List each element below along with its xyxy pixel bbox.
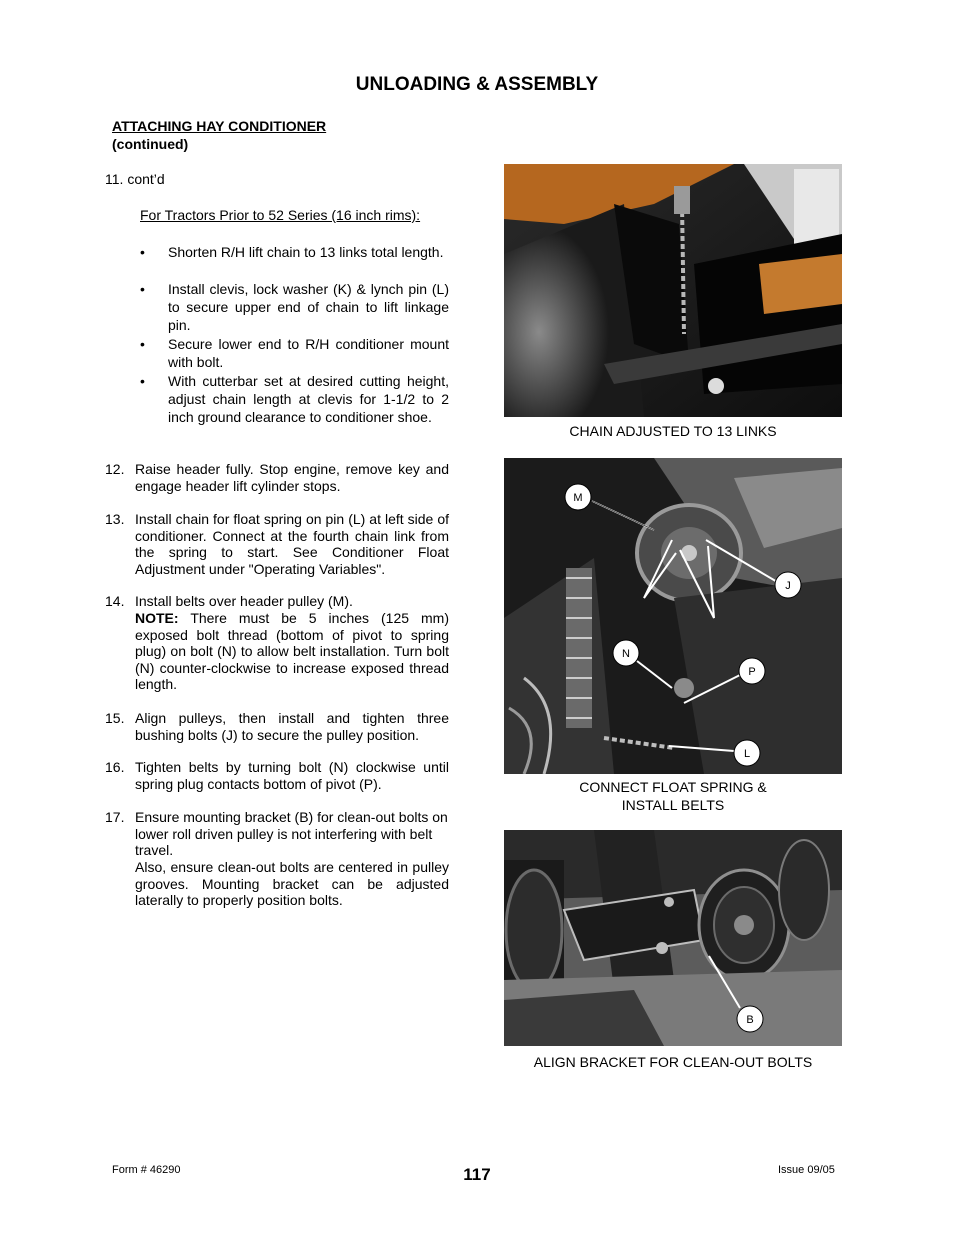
section-heading <box>112 117 326 153</box>
float-spring-photo <box>504 458 842 774</box>
bullet-icon: • <box>140 373 145 389</box>
bullet-item: Secure lower end to R/H conditioner mount with bolt. <box>168 336 449 370</box>
step-text: Align pulleys, then install and tighten three bushing bolts (J) to secure the pulley position. <box>135 710 449 743</box>
callout-label: M <box>573 492 583 504</box>
bullet-icon: • <box>140 281 145 297</box>
bullet-icon: • <box>140 244 145 260</box>
callout-label: L <box>743 748 751 760</box>
chain-photo <box>504 164 842 417</box>
section-subtitle: (continued) <box>112 136 189 152</box>
section-title: ATTACHING HAY CONDITIONER <box>112 118 327 134</box>
callout-label: J <box>785 580 791 592</box>
form-number: Form # 46290 <box>112 1164 181 1176</box>
page-title: UNLOADING & ASSEMBLY <box>355 74 599 95</box>
bullet-item: With cutterbar set at desired cutting height, adjust chain length at clevis for 1-1/2 to 2 inch ground clearance to conditioner shoe. <box>168 373 449 425</box>
step-text: Tighten belts by turning bolt (N) clockwise until spring plug contacts bottom of pivot (P). <box>135 759 449 792</box>
note-text: There must be 5 inches (125 mm) exposed bolt thread (bottom of pivot to spring plug) on bolt (N) to allow belt installation. Turn bolt (N) counter-clockwise to increase exposed thread length. <box>135 610 449 693</box>
step-number: 12. <box>105 461 125 477</box>
step-text: Install belts over header pulley (M). <box>135 593 353 609</box>
figure-2-caption-line-2: INSTALL BELTS <box>621 797 725 813</box>
figure-3-caption: ALIGN BRACKET FOR CLEAN-OUT BOLTS <box>533 1054 813 1070</box>
callout-label: B <box>746 1014 754 1026</box>
step-number: 14. <box>105 593 125 609</box>
bracket-photo <box>504 830 842 1046</box>
step-text: Raise header fully. Stop engine, remove key and engage header lift cylinder stops. <box>135 461 449 494</box>
note-label: NOTE: <box>135 610 179 626</box>
step-11-label: 11. cont’d <box>105 171 165 187</box>
page-number: 117 <box>463 1165 491 1184</box>
bullet-item: Install clevis, lock washer (K) & lynch pin (L) to secure upper end of chain to lift linkage pin. <box>168 281 449 333</box>
step-note <box>135 610 449 693</box>
step-text: Ensure mounting bracket (B) for clean-out bolts on lower roll driven pulley is not interfering with belt travel. <box>135 809 448 859</box>
step-text: Install chain for float spring on pin (L) at left side of conditioner. Connect at the fourth chain link from the spring to start. See Conditioner Float Adjustment under "Operating Variables". <box>135 511 449 577</box>
figure-2-caption <box>504 778 842 814</box>
step-text-continued: Also, ensure clean-out bolts are centered in pulley grooves. Mounting bracket can be adjusted laterally to properly position bolts. <box>135 859 449 909</box>
step-number: 17. <box>105 809 125 825</box>
bullet-item: Shorten R/H lift chain to 13 links total length. <box>168 244 444 260</box>
bullet-icon: • <box>140 336 145 352</box>
callout-label: P <box>748 666 756 678</box>
figure-1-caption: CHAIN ADJUSTED TO 13 LINKS <box>569 423 777 439</box>
step-11-subheading: For Tractors Prior to 52 Series (16 inch rims): <box>140 207 421 223</box>
step-number: 15. <box>105 710 125 726</box>
figure-2-caption-line-1: CONNECT FLOAT SPRING & <box>579 779 767 795</box>
step-number: 16. <box>105 759 125 775</box>
issue-date: Issue 09/05 <box>778 1164 835 1176</box>
step-number: 13. <box>105 511 125 527</box>
callout-label: N <box>622 648 630 660</box>
